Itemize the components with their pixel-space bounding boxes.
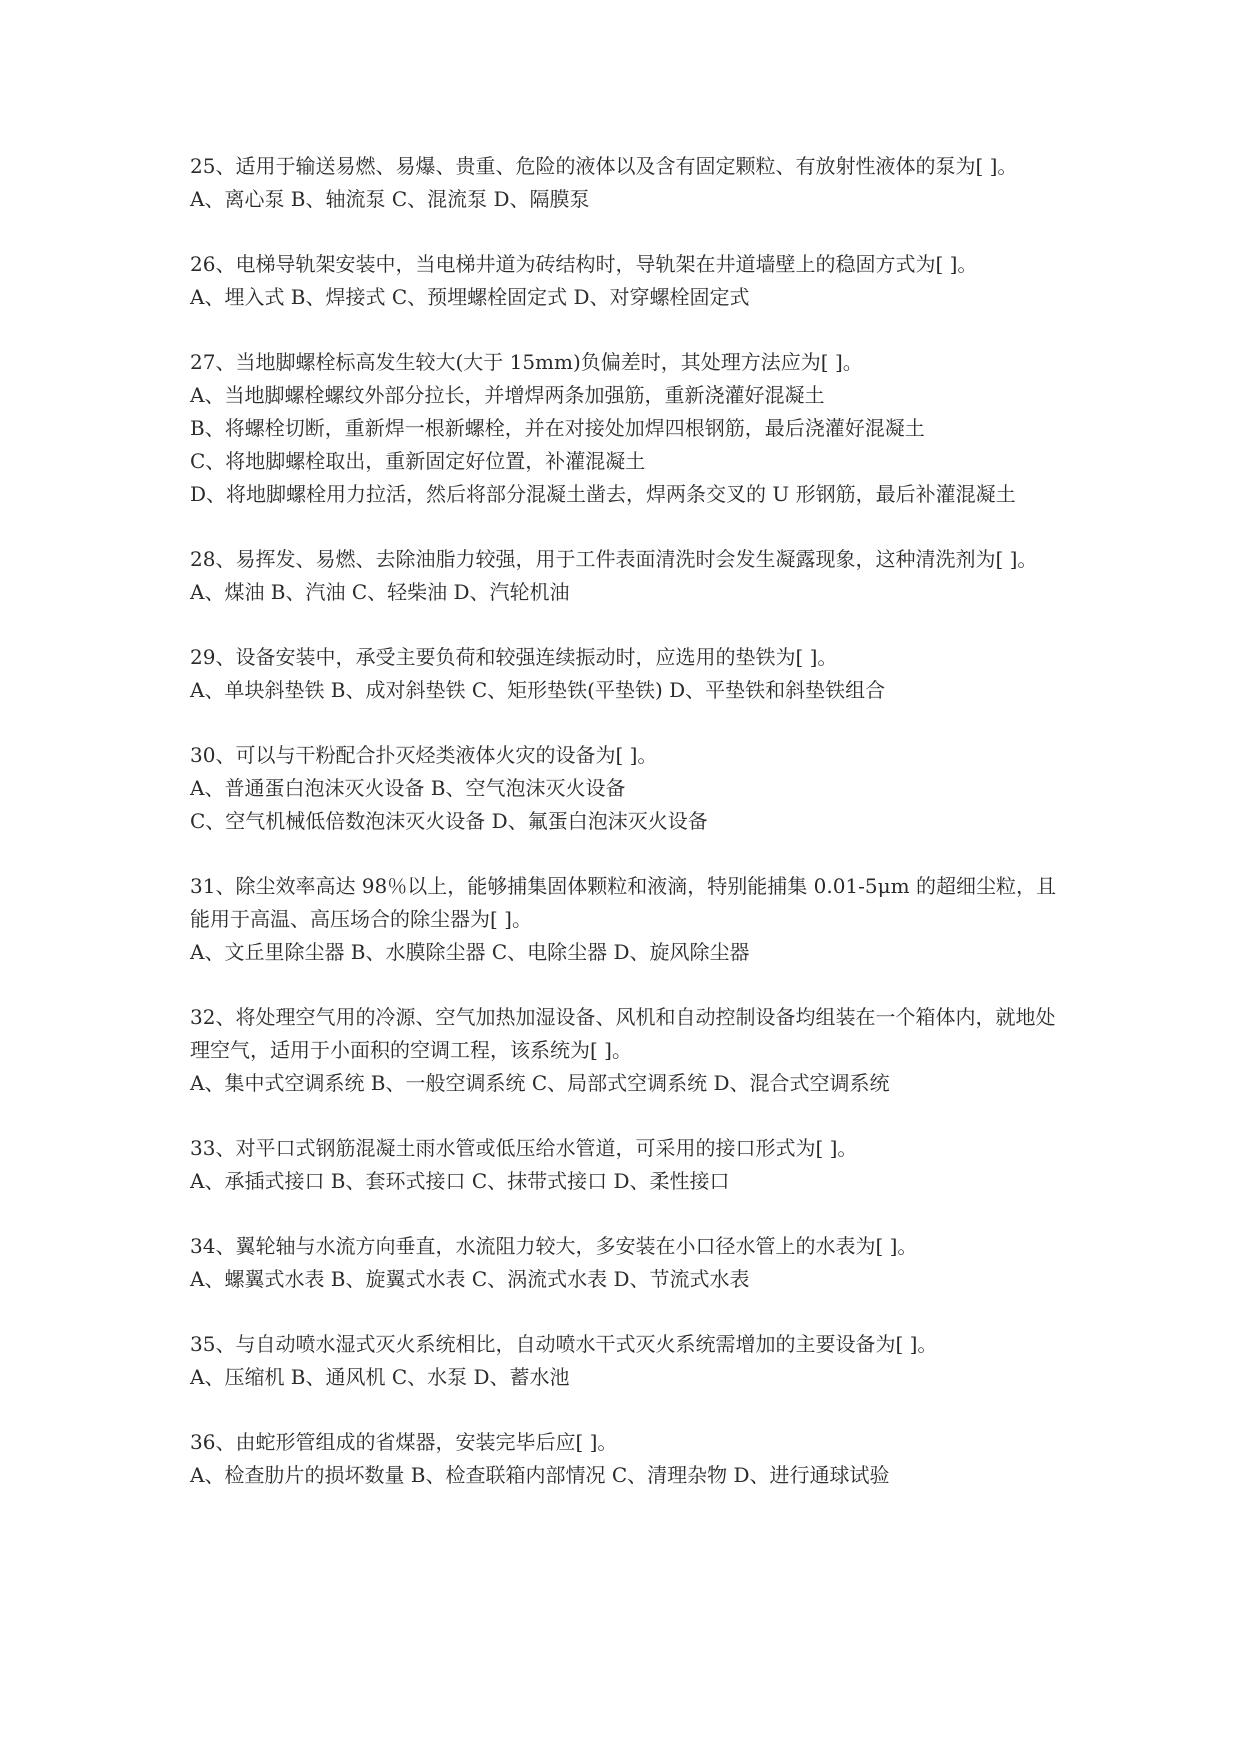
option-c: C、将地脚螺栓取出，重新固定好位置，补灌混凝土 — [190, 449, 646, 473]
question-stem: 27、当地脚螺栓标高发生较大(大于 15mm)负偏差时，其处理方法应为[ ]。 — [190, 350, 863, 374]
question-options: A、螺翼式水表 B、旋翼式水表 C、涡流式水表 D、节流式水表 — [190, 1267, 750, 1291]
question-options: A、承插式接口 B、套环式接口 C、抹带式接口 D、柔性接口 — [190, 1169, 730, 1193]
option-a-b: A、普通蛋白泡沫灭火设备 B、空气泡沫灭火设备 — [190, 776, 626, 800]
option-a: A、当地脚螺栓螺纹外部分拉长，并增焊两条加强筋，重新浇灌好混凝土 — [190, 383, 825, 407]
option-d: D、将地脚螺栓用力拉活，然后将部分混凝土凿去，焊两条交叉的 U 形钢筋，最后补灌混凝土 — [190, 482, 1016, 506]
question-25 — [190, 150, 1070, 216]
question-30 — [190, 739, 1070, 838]
question-options: A、检查肋片的损坏数量 B、检查联箱内部情况 C、清理杂物 D、进行通球试验 — [190, 1463, 890, 1487]
question-stem: 31、除尘效率高达 98％以上，能够捕集固体颗粒和液滴，特别能捕集 0.01-5μm 的超细尘粒，且能用于高温、高压场合的除尘器为[ ]。 — [190, 874, 1056, 931]
question-34 — [190, 1230, 1070, 1296]
question-stem: 32、将处理空气用的冷源、空气加热加湿设备、风机和自动控制设备均组装在一个箱体内，就地处理空气，适用于小面积的空调工程，该系统为[ ]。 — [190, 1005, 1056, 1062]
question-stem: 35、与自动喷水湿式灭火系统相比，自动喷水干式灭火系统需增加的主要设备为[ ]。 — [190, 1332, 938, 1356]
question-options: A、单块斜垫铁 B、成对斜垫铁 C、矩形垫铁(平垫铁) D、平垫铁和斜垫铁组合 — [190, 678, 886, 702]
question-stem: 26、电梯导轨架安装中，当电梯井道为砖结构时，导轨架在井道墙壁上的稳固方式为[ ]。 — [190, 252, 978, 276]
question-options: A、离心泵 B、轴流泵 C、混流泵 D、隔膜泵 — [190, 187, 590, 211]
question-options: A、文丘里除尘器 B、水膜除尘器 C、电除尘器 D、旋风除尘器 — [190, 940, 750, 964]
question-35 — [190, 1328, 1070, 1394]
question-options: A、压缩机 B、通风机 C、水泵 D、蓄水池 — [190, 1365, 570, 1389]
question-32 — [190, 1001, 1070, 1100]
question-29 — [190, 641, 1070, 707]
question-stem: 30、可以与干粉配合扑灭烃类液体火灾的设备为[ ]。 — [190, 743, 658, 767]
question-options: A、埋入式 B、焊接式 C、预埋螺栓固定式 D、对穿螺栓固定式 — [190, 285, 750, 309]
option-b: B、将螺栓切断，重新焊一根新螺栓，并在对接处加焊四根钢筋，最后浇灌好混凝土 — [190, 416, 925, 440]
option-c-d: C、空气机械低倍数泡沫灭火设备 D、氟蛋白泡沫灭火设备 — [190, 809, 708, 833]
question-27 — [190, 346, 1070, 511]
question-36 — [190, 1426, 1070, 1492]
question-stem: 36、由蛇形管组成的省煤器，安装完毕后应[ ]。 — [190, 1430, 618, 1454]
question-stem: 34、翼轮轴与水流方向垂直，水流阻力较大，多安装在小口径水管上的水表为[ ]。 — [190, 1234, 918, 1258]
question-stem: 33、对平口式钢筋混凝土雨水管或低压给水管道，可采用的接口形式为[ ]。 — [190, 1136, 858, 1160]
question-stem: 29、设备安装中，承受主要负荷和较强连续振动时，应选用的垫铁为[ ]。 — [190, 645, 838, 669]
question-28 — [190, 543, 1070, 609]
question-31 — [190, 870, 1070, 969]
question-26 — [190, 248, 1070, 314]
question-stem: 28、易挥发、易燃、去除油脂力较强，用于工件表面清洗时会发生凝露现象，这种清洗剂为[ ]。 — [190, 547, 1038, 571]
question-stem: 25、适用于输送易燃、易爆、贵重、危险的液体以及含有固定颗粒、有放射性液体的泵为[ ]。 — [190, 154, 1018, 178]
question-33 — [190, 1132, 1070, 1198]
question-list — [190, 150, 1070, 1524]
question-options: A、集中式空调系统 B、一般空调系统 C、局部式空调系统 D、混合式空调系统 — [190, 1071, 890, 1095]
question-options: A、煤油 B、汽油 C、轻柴油 D、汽轮机油 — [190, 580, 570, 604]
